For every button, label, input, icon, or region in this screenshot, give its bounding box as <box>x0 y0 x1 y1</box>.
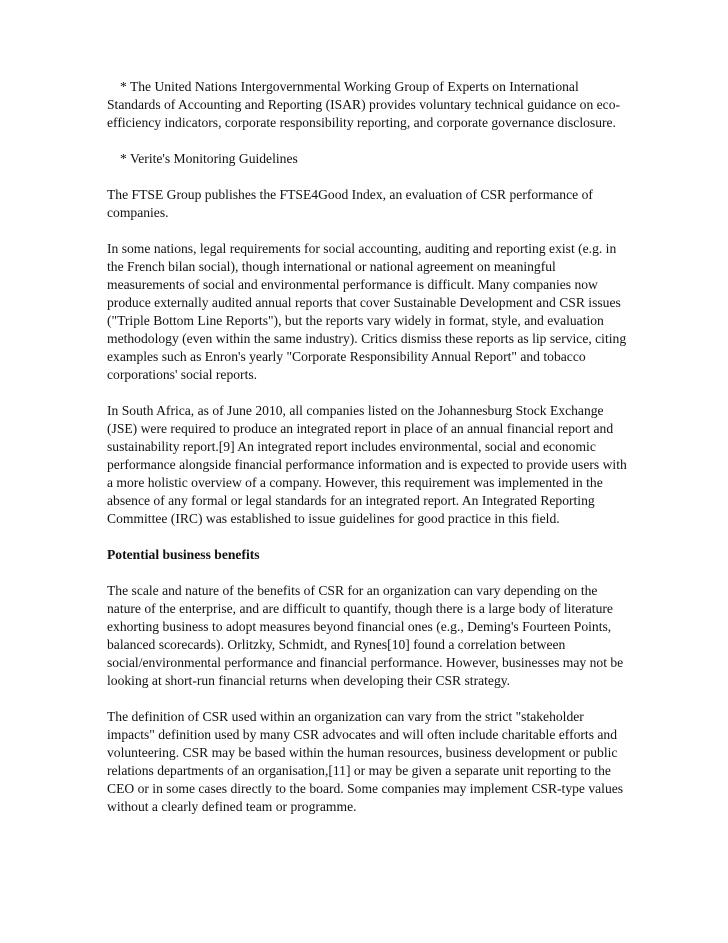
paragraph-legal-requirements: In some nations, legal requirements for social accounting, auditing and reporting exist (e.g. in the French bilan social), though international or national agreement on meaningful measurements of social and environmental performance is difficult. Many companies now produce externally audited annual reports that cover Sustainable Development and CSR issues ("Triple Bottom Line Reports"), but the reports vary widely in format, style, and evaluation methodology (even within the same industry). Critics dismiss these reports as lip service, citing examples such as Enron's yearly "Corporate Responsibility Annual Report" and tobacco corporations' social reports. <box>107 241 627 382</box>
paragraph-verite-bullet: * Verite's Monitoring Guidelines <box>120 151 298 166</box>
paragraph-south-africa: In South Africa, as of June 2010, all companies listed on the Johannesburg Stock Exchange (JSE) were required to produce an integrated report in place of an annual financial report and sustainability report.[9] An integrated report includes environmental, social and economic performance alongside financial performance information and is expected to provide users with a more holistic overview of a company. However, this requirement was implemented in the absence of any formal or legal standards for an integrated report. An Integrated Reporting Committee (IRC) was established to issue guidelines for good practice in this field. <box>107 403 627 526</box>
paragraph-scale-of-benefits: The scale and nature of the benefits of CSR for an organization can vary depending on the nature of the enterprise, and are difficult to quantify, though there is a large body of literature exhorting business to adopt measures beyond financial ones (e.g., Deming's Fourteen Points, balanced scorecards). Orlitzky, Schmidt, and Rynes[10] found a correlation between social/environmental performance and financial performance. However, businesses may not be looking at short-run financial returns when developing their CSR strategy. <box>107 583 624 688</box>
paragraph-isar-bullet: * The United Nations Intergovernmental Working Group of Experts on International Standards of Accounting and Reporting (ISAR) provides voluntary technical guidance on eco-efficiency indicators, corporate responsibility reporting, and corporate governance disclosure. <box>107 79 621 130</box>
document-page <box>107 78 627 834</box>
paragraph-csr-definition: The definition of CSR used within an organization can vary from the strict "stakeholder impacts" definition used by many CSR advocates and will often include charitable efforts and volunteering. CSR may be based within the human resources, business development or public relations departments of an organisation,[11] or may be given a separate unit reporting to the CEO or in some cases directly to the board. Some companies may implement CSR-type values without a clearly defined team or programme. <box>107 709 624 814</box>
section-heading-benefits: Potential business benefits <box>107 547 260 562</box>
paragraph-ftse: The FTSE Group publishes the FTSE4Good Index, an evaluation of CSR performance of companies. <box>107 187 593 220</box>
